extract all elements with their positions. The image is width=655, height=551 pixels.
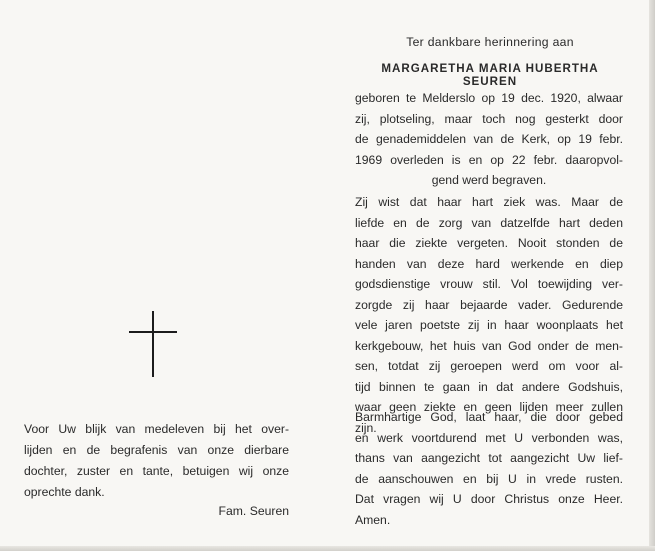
paragraph-line: zijn. bbox=[355, 420, 377, 435]
paragraph-line: tijd binnen te gaan in dat andere Godshuis, bbox=[355, 379, 623, 394]
paragraph-line: Amen. bbox=[355, 512, 391, 527]
prayer-paragraph bbox=[355, 407, 623, 530]
paragraph-line: geboren te Melderslo op 19 dec. 1920, alwaar bbox=[355, 91, 623, 105]
paragraph-line: haar die ziekte vergeten. Nooit stonden de bbox=[355, 236, 623, 250]
birth-death-paragraph bbox=[355, 88, 623, 191]
paragraph-line: handen van deze hard werkende en diep bbox=[355, 256, 623, 271]
thanks-line: oprechte dank. bbox=[24, 485, 105, 499]
paragraph-line: de genademiddelen van de Kerk, op 19 febr. bbox=[355, 132, 623, 146]
paragraph-line: Barmhartige God, laat haar, die door gebed bbox=[355, 410, 623, 424]
cross-horizontal-bar bbox=[129, 331, 177, 333]
paragraph-line: liefde en de zorg van datzelfde hart deden bbox=[355, 215, 623, 230]
paragraph-line: zorgde zij haar bejaarde vader. Gedurende bbox=[355, 297, 623, 312]
paper-edge-right bbox=[649, 0, 655, 551]
paragraph-line: kerkgebouw, het huis van God onder de men- bbox=[355, 338, 623, 353]
paragraph-line: gend werd begraven. bbox=[431, 173, 547, 187]
intro-heading: Ter dankbare herinnering aan bbox=[406, 35, 574, 49]
paragraph-line: waar geen ziekte en geen lijden meer zullen bbox=[355, 400, 623, 414]
thanks-paragraph bbox=[24, 419, 289, 503]
paragraph-line: Zij wist dat haar hart ziek was. Maar de bbox=[355, 195, 623, 209]
paragraph-line: 1969 overleden is en op 22 febr. daaropvol- bbox=[355, 152, 623, 167]
paragraph-line: sen, totdat zij geroepen werd om voor al- bbox=[355, 359, 623, 373]
thanks-line: lijden en de begrafenis van onze dierbare bbox=[24, 443, 289, 457]
thanks-line: dochter, zuster en tante, betuigen wij onze bbox=[24, 464, 289, 478]
paragraph-line: vele jaren poetste zij in haar woonplaats het bbox=[355, 318, 623, 332]
paragraph-line: godsdienstige vrouw stil. Vol toewijding ver- bbox=[355, 277, 623, 291]
signature: Fam. Seuren bbox=[218, 504, 289, 518]
paper-edge-bottom bbox=[0, 546, 655, 551]
deceased-name: MARGARETHA MARIA HUBERTHA SEUREN bbox=[381, 62, 599, 88]
paragraph-line: de aanschouwen en bij U in vrede rusten. bbox=[355, 471, 623, 486]
paragraph-line: thans van aangezicht tot aangezicht Uw lief- bbox=[355, 451, 623, 465]
tribute-paragraph bbox=[355, 192, 623, 438]
paragraph-line: en werk voortdurend met U verbonden was, bbox=[355, 430, 623, 445]
paragraph-line: Dat vragen wij U door Christus onze Heer. bbox=[355, 492, 623, 506]
cross-vertical-bar bbox=[152, 311, 154, 377]
thanks-line: Voor Uw blijk van medeleven bij het over- bbox=[24, 422, 289, 436]
paragraph-line: zij, plotseling, maar toch nog gesterkt door bbox=[355, 111, 623, 126]
